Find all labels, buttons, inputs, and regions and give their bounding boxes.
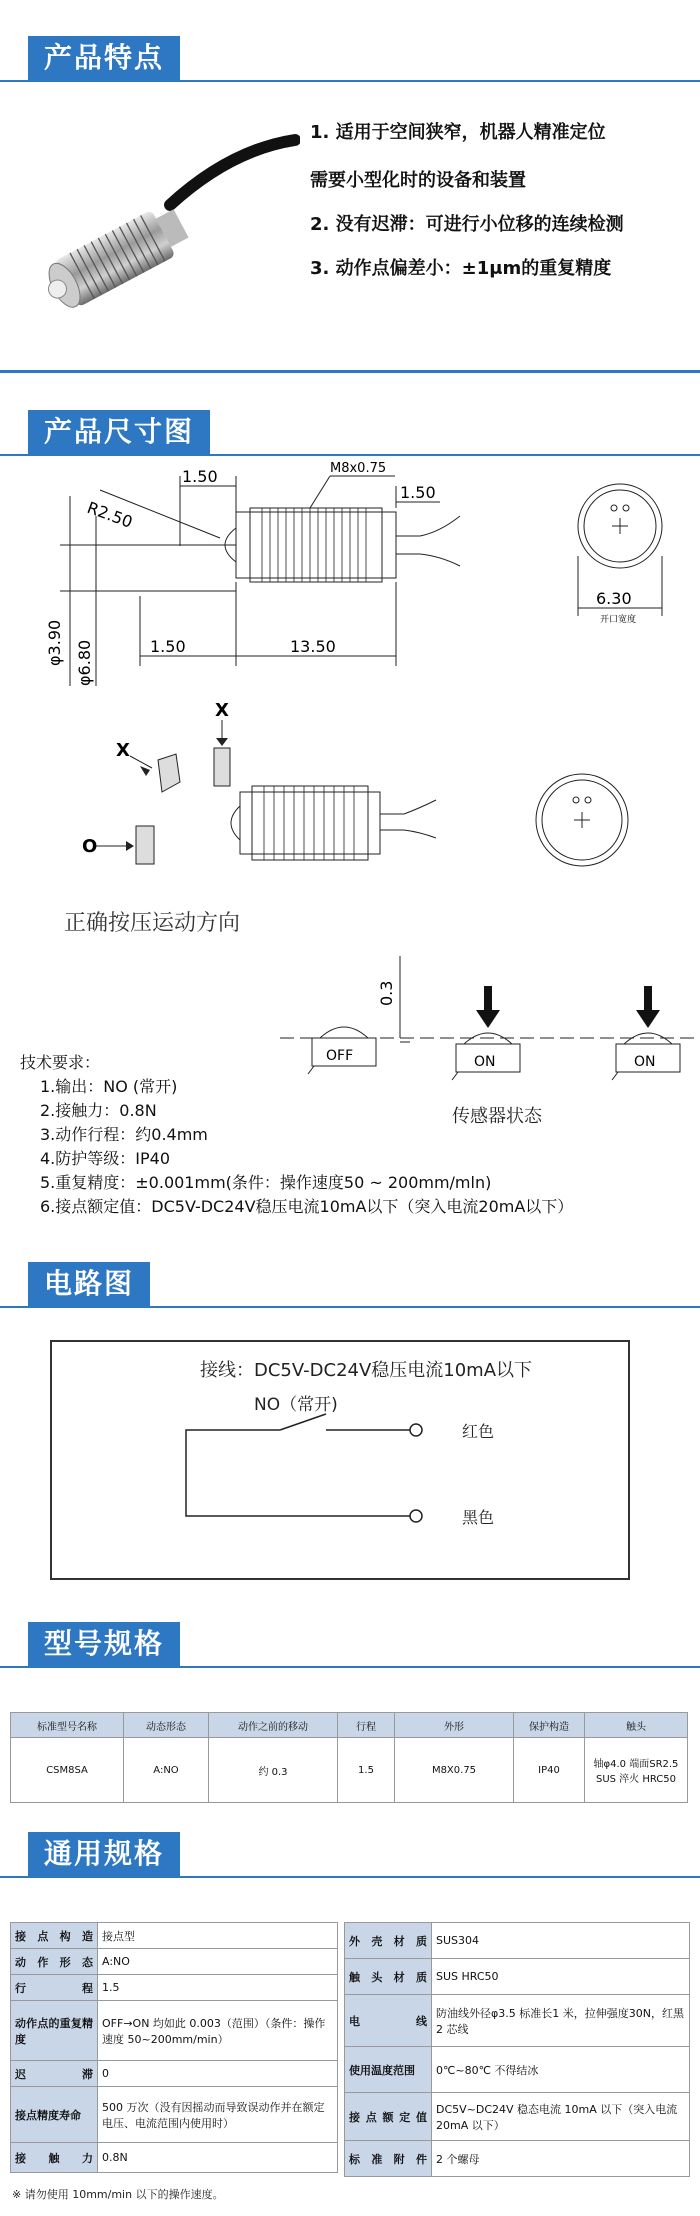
gl-key-4: 迟滞 xyxy=(11,2061,98,2087)
arrow-o: O xyxy=(82,836,98,857)
model-shape: M8X0.75 xyxy=(395,1738,514,1803)
gl-key-0: 接点构造 xyxy=(11,1923,98,1949)
state-on-2: ON xyxy=(634,1054,656,1070)
tech-item-4: 4.防护等级：IP40 xyxy=(40,1149,170,1168)
tech-item-1: 1.输出：NO (常开) xyxy=(40,1077,178,1096)
gr-key-3: 使用温度范围 xyxy=(345,2047,432,2093)
tech-item-3: 3.动作行程：约0.4mm xyxy=(40,1125,208,1144)
model-pretravel: 约 0.3 xyxy=(209,1738,338,1803)
table-row xyxy=(11,1975,338,2001)
table-row xyxy=(11,1949,338,1975)
feature-2: 2. 没有迟滞：可进行小位移的连续检测 xyxy=(310,214,624,235)
gr-val-2: 防油线外径φ3.5 标准长1 米，拉伸强度30N，红黑 2 芯线 xyxy=(432,1995,690,2047)
table-row xyxy=(345,1923,690,1959)
general-spec-left-table xyxy=(10,1922,338,2173)
tech-title: 技术要求： xyxy=(20,1053,101,1072)
state-off: OFF xyxy=(326,1048,354,1064)
model-spec-table xyxy=(10,1712,688,1803)
gl-val-2: 1.5 xyxy=(98,1975,338,2001)
press-direction-drawing xyxy=(0,696,700,876)
table-row xyxy=(345,1995,690,2047)
model-header-form: 动态形态 xyxy=(124,1713,209,1738)
gl-val-6: 0.8N xyxy=(98,2143,338,2173)
general-spec-header: 通用规格 xyxy=(28,1832,180,1876)
dim-len: 13.50 xyxy=(290,637,336,656)
state-on-1: ON xyxy=(474,1054,496,1070)
gl-key-2: 行程 xyxy=(11,1975,98,2001)
gl-val-4: 0 xyxy=(98,2061,338,2087)
dim-w2: 1.50 xyxy=(400,483,436,502)
model-header-stroke: 行程 xyxy=(338,1713,395,1738)
circuit-header: 电路图 xyxy=(28,1262,150,1306)
gr-key-0: 外壳材质 xyxy=(345,1923,432,1959)
dim-d1: φ3.90 xyxy=(45,619,64,666)
gl-key-6: 接触力 xyxy=(11,2143,98,2173)
gr-val-5: 2 个螺母 xyxy=(432,2141,690,2177)
wire-black: 黑色 xyxy=(462,1508,495,1527)
gl-val-0: 接点型 xyxy=(98,1923,338,1949)
model-form: A:NO xyxy=(124,1738,209,1803)
states-caption: 传感器状态 xyxy=(452,1106,542,1127)
circuit-header-line xyxy=(0,1306,700,1308)
dim-r: R2.50 xyxy=(84,497,136,532)
dimension-drawing xyxy=(0,456,700,686)
arrow-x2: X xyxy=(215,700,229,721)
product-photo xyxy=(20,110,300,330)
feature-1b: 需要小型化时的设备和装置 xyxy=(310,170,526,191)
stroke-label: 0.3 xyxy=(377,980,396,1006)
table-row xyxy=(11,1738,688,1803)
gr-key-1: 触头材质 xyxy=(345,1959,432,1995)
table-row xyxy=(11,2001,338,2061)
model-header-protection: 保护构造 xyxy=(514,1713,585,1738)
circuit-no: NO（常开) xyxy=(254,1395,338,1415)
tech-item-5: 5.重复精度：±0.001mm(条件：操作速度50 ~ 200mm/mln) xyxy=(40,1173,492,1192)
gr-key-5: 标准附件 xyxy=(345,2141,432,2177)
features-header-line xyxy=(0,80,700,82)
arrow-x1: X xyxy=(116,740,130,761)
model-header-name: 标准型号名称 xyxy=(11,1713,124,1738)
circuit-wiring xyxy=(50,1340,630,1580)
table-row xyxy=(11,2143,338,2173)
direction-label: 正确按压运动方向 xyxy=(64,911,241,936)
section-divider xyxy=(0,370,700,373)
gr-key-2: 电线 xyxy=(345,1995,432,2047)
table-row xyxy=(345,1959,690,1995)
dim-w1: 1.50 xyxy=(182,467,218,486)
dim-d2: φ6.80 xyxy=(75,639,94,686)
gl-key-3: 动作点的重复精度 xyxy=(11,2001,98,2061)
model-header-shape: 外形 xyxy=(395,1713,514,1738)
feature-1: 1. 适用于空间狭窄，机器人精准定位 xyxy=(310,122,606,143)
sensor-state-drawing xyxy=(280,946,700,1096)
tech-item-2: 2.接触力：0.8N xyxy=(40,1101,157,1120)
table-row xyxy=(11,2061,338,2087)
model-stroke: 1.5 xyxy=(338,1738,395,1803)
gl-val-3: OFF→ON 均如此 0.003（范围）（条件：操作速度 50~200mm/min） xyxy=(98,2001,338,2061)
gr-key-4: 接点额定值 xyxy=(345,2093,432,2141)
gl-key-5: 接点精度寿命 xyxy=(11,2087,98,2143)
table-row xyxy=(11,1923,338,1949)
model-name: CSM8SA xyxy=(11,1738,124,1803)
gl-val-5: 500 万次（没有因摇动而导致误动作并在额定电压、电流范围内使用时） xyxy=(98,2087,338,2143)
tech-item-6: 6.接点额定值：DC5V-DC24V稳压电流10mA以下（突入电流20mA以下） xyxy=(40,1197,574,1216)
table-row xyxy=(345,2093,690,2141)
gl-val-1: A:NO xyxy=(98,1949,338,1975)
model-header-pretravel: 动作之前的移动 xyxy=(209,1713,338,1738)
dim-note: 开口宽度 xyxy=(600,615,637,625)
model-protection: IP40 xyxy=(514,1738,585,1803)
dim-d3: 6.30 xyxy=(596,589,632,608)
features-header: 产品特点 xyxy=(28,36,180,80)
gr-val-3: 0℃~80℃ 不得结冰 xyxy=(432,2047,690,2093)
model-contact: 轴φ4.0 端面SR2.5 SUS 淬火 HRC50 xyxy=(585,1738,688,1803)
circuit-title: 接线：DC5V-DC24V稳压电流10mA以下 xyxy=(200,1360,533,1381)
dim-thread: M8x0.75 xyxy=(330,461,387,476)
table-row xyxy=(345,2141,690,2177)
gr-val-0: SUS304 xyxy=(432,1923,690,1959)
general-spec-header-line xyxy=(0,1876,700,1878)
model-spec-header-line xyxy=(0,1666,700,1668)
gr-val-1: SUS HRC50 xyxy=(432,1959,690,1995)
footnote: ※ 请勿使用 10mm/min 以下的操作速度。 xyxy=(12,2188,224,2201)
dim-w3: 1.50 xyxy=(150,637,186,656)
model-header-contact: 触头 xyxy=(585,1713,688,1738)
model-spec-header: 型号规格 xyxy=(28,1622,180,1666)
wire-red: 红色 xyxy=(462,1422,495,1441)
general-spec-right-table xyxy=(344,1922,690,2177)
table-row xyxy=(11,2087,338,2143)
table-row xyxy=(345,2047,690,2093)
feature-3: 3. 动作点偏差小：±1μm的重复精度 xyxy=(310,258,612,279)
dimensions-header: 产品尺寸图 xyxy=(28,410,210,454)
gl-key-1: 动作形态 xyxy=(11,1949,98,1975)
gr-val-4: DC5V~DC24V 稳态电流 10mA 以下（突入电流 20mA 以下） xyxy=(432,2093,690,2141)
